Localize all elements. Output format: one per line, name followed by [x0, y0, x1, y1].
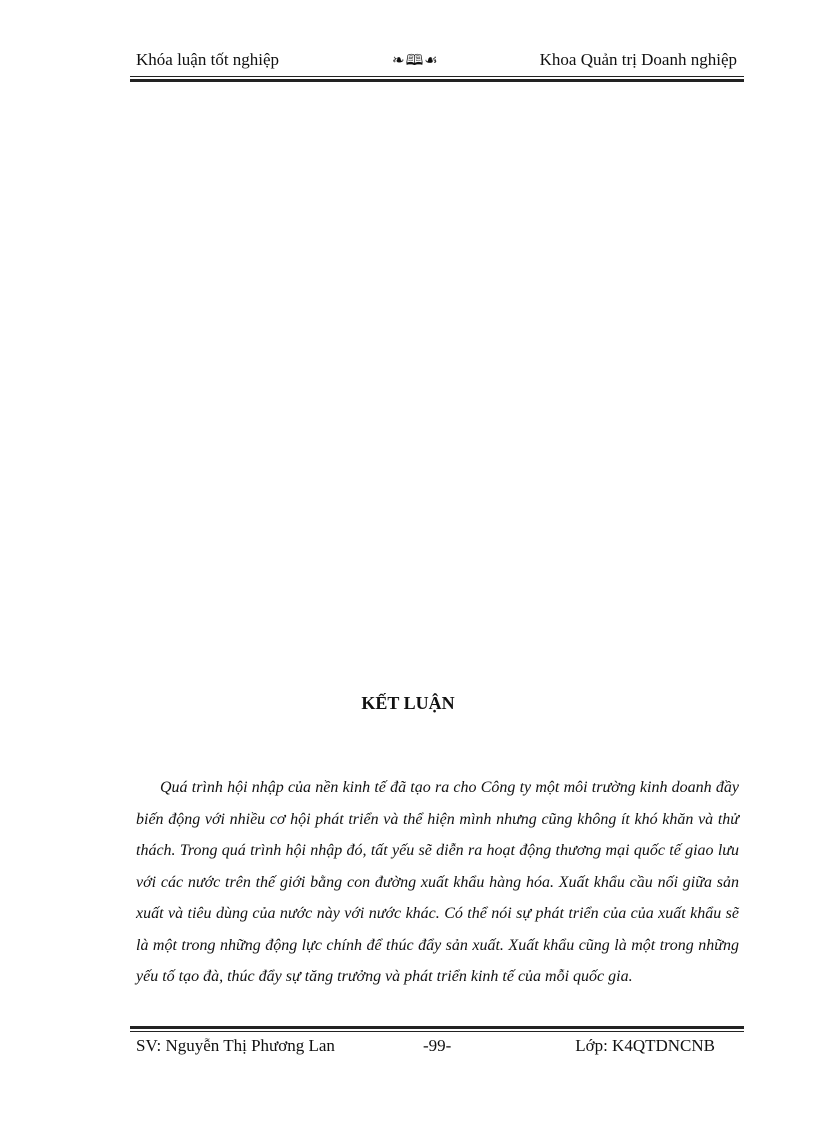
header-rule-thick — [130, 79, 744, 82]
header-thesis-label: Khóa luận tốt nghiệp — [136, 50, 280, 69]
book-ornament-icon: ❧🕮☙ — [392, 53, 439, 69]
conclusion-paragraph: Quá trình hội nhập của nền kinh tế đã tạo ra cho Công ty một môi trường kinh doanh đầy biến động với nhiều cơ hội phát triển và thể hiện mình nhưng cũng không ít khó khăn và thử thách. Trong quá trình hội nhập đó, tất yếu sẽ diễn ra hoạt động thương mại quốc tế giao lưu với các nước trên thế giới bằng con đường xuất khẩu hàng hóa. Xuất khẩu cầu nối giữa sản xuất và tiêu dùng của nước này với nước khác. Có thể nói sự phát triển của của xuất khẩu sẽ là một trong những động lực chính để thúc đẩy sản xuất. Xuất khẩu cũng là một trong những yếu tố tạo đà, thúc đẩy sự tăng trưởng và phát triển kinh tế của mỗi quốc gia. — [136, 779, 739, 985]
page-footer — [130, 1036, 743, 1060]
header-rule-thin — [130, 76, 744, 77]
footer-student-name: SV: Nguyễn Thị Phương Lan — [136, 1036, 335, 1055]
footer-rule-thick — [130, 1026, 744, 1029]
page-number: -99- — [423, 1036, 452, 1055]
footer-rule-thin — [130, 1031, 744, 1032]
page-header — [130, 48, 743, 74]
footer-class: Lớp: K4QTDNCNB — [575, 1036, 715, 1055]
section-title: KẾT LUẬN — [361, 693, 455, 713]
header-faculty-label: Khoa Quản trị Doanh nghiệp — [539, 50, 737, 69]
